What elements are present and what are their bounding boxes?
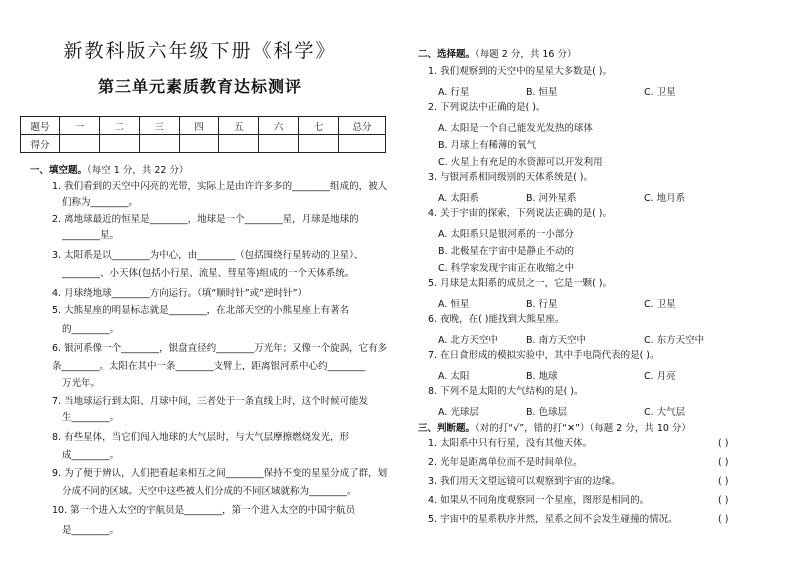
- score-cell[interactable]: [259, 135, 299, 153]
- section1-line: 们称为________。: [62, 197, 139, 208]
- section1-line: 万光年。: [62, 378, 101, 389]
- choice-option[interactable]: A. 恒星: [438, 299, 470, 310]
- section1-line: 8. 有些星体，当它们闯入地球的大气层时，与大气层摩擦燃烧发光，形: [52, 432, 350, 443]
- choice-question: 4. 关于宇宙的探索，下列说法正确的是( )。: [428, 208, 613, 219]
- answer-parentheses[interactable]: ( ): [718, 438, 729, 449]
- score-header-cell: 三: [139, 117, 179, 135]
- page-subtitle: 第三单元素质教育达标测评: [97, 77, 302, 96]
- choice-option[interactable]: B. 南方天空中: [526, 335, 587, 346]
- score-header-cell: 题号: [21, 117, 60, 135]
- score-table: [20, 116, 386, 153]
- choice-option[interactable]: B. 行星: [526, 299, 558, 310]
- choice-option[interactable]: B. 地球: [526, 371, 558, 382]
- score-table-header-row: [21, 117, 386, 135]
- section1-line: 4. 月球绕地球________方向运行。（填“顺时针”或“逆时针”）: [52, 288, 308, 299]
- score-table-score-row: [21, 135, 386, 153]
- choice-option[interactable]: C. 卫星: [644, 87, 676, 98]
- score-header-cell: 六: [259, 117, 299, 135]
- score-header-cell: 七: [299, 117, 339, 135]
- section1-line: 生________。: [62, 412, 120, 423]
- score-cell[interactable]: [99, 135, 139, 153]
- score-cell[interactable]: [299, 135, 339, 153]
- choice-question: 7. 在日食形成的模拟实验中，其中手电筒代表的是( )。: [428, 350, 660, 361]
- choice-option[interactable]: B. 恒星: [526, 87, 558, 98]
- true-false-question: 1. 太阳系中只有行星，没有其他天体。: [428, 438, 593, 449]
- choice-option[interactable]: C. 地月系: [644, 193, 686, 204]
- choice-option[interactable]: B. 河外星系: [526, 193, 577, 204]
- choice-question: 3. 与银河系相同级别的天体系统是( )。: [428, 172, 594, 183]
- choice-option[interactable]: A. 光球层: [438, 407, 479, 418]
- section1-line: 7. 当地球运行到太阳、月球中间，三者处于一条直线上时，这个时候可能发: [52, 396, 369, 407]
- score-cell[interactable]: [179, 135, 219, 153]
- section1-line: 的________。: [62, 324, 120, 335]
- choice-option[interactable]: A. 太阳: [438, 371, 470, 382]
- choice-question: 6. 夜晚，在( )能找到大熊星座。: [428, 314, 565, 325]
- page-title: 新教科版六年级下册《科学》: [63, 40, 337, 62]
- choice-option[interactable]: A. 太阳是一个自己能发光发热的球体: [438, 123, 593, 134]
- score-header-cell: 二: [99, 117, 139, 135]
- section3-heading: [418, 420, 691, 434]
- section2-title: 二、选择题。: [418, 49, 476, 60]
- choice-option[interactable]: B. 北极星在宇宙中是静止不动的: [438, 246, 575, 257]
- choice-option[interactable]: A. 北方天空中: [438, 335, 498, 346]
- choice-question: 5. 月球是太阳系的成员之一，它是一颗( )。: [428, 278, 613, 289]
- section1-line: 成________。: [62, 450, 120, 461]
- score-row-label: 得分: [21, 135, 60, 153]
- answer-parentheses[interactable]: ( ): [718, 514, 729, 525]
- section1-heading: [30, 162, 188, 176]
- section3-note: （对的打“√”，错的打“✕”）（每题 2 分，共 10 分）: [475, 423, 691, 434]
- section2-note: （每题 2 分，共 16 分）: [475, 49, 577, 60]
- section1-title: 一、填空题。: [30, 165, 88, 176]
- section1-line: ________星。: [62, 230, 120, 241]
- section2-heading: [418, 46, 576, 60]
- score-header-cell: 总分: [339, 117, 386, 135]
- section1-line: ________、小天体(包括小行星、流星、彗星等)组成的一个天体系统。: [62, 268, 355, 279]
- answer-parentheses[interactable]: ( ): [718, 476, 729, 487]
- section3-title: 三、判断题。: [418, 423, 476, 434]
- section1-line: 10. 第一个进入太空的宇航员是________，第一个进入太空的中国宇航员: [52, 505, 356, 516]
- choice-option[interactable]: C. 大气层: [644, 407, 686, 418]
- true-false-question: 4. 如果从不同角度观察同一个星座，图形是相同的。: [428, 495, 650, 506]
- choice-option[interactable]: A. 行星: [438, 87, 470, 98]
- score-cell[interactable]: [139, 135, 179, 153]
- section1-line: 5. 大熊星座的明显标志就是________，在北部天空的小熊星座上有著名: [52, 305, 350, 316]
- choice-option[interactable]: B. 色球层: [526, 407, 568, 418]
- true-false-question: 2. 光年是距离单位而不是时间单位。: [428, 457, 583, 468]
- choice-question: 2. 下列说法中正确的是( )。: [428, 102, 546, 113]
- score-header-cell: 四: [179, 117, 219, 135]
- answer-parentheses[interactable]: ( ): [718, 457, 729, 468]
- choice-option[interactable]: C. 东方天空中: [644, 335, 705, 346]
- section1-line: 2. 离地球最近的恒星是________，地球是一个________星，月球是地球的: [52, 214, 359, 225]
- answer-parentheses[interactable]: ( ): [718, 495, 729, 506]
- score-header-cell: 一: [60, 117, 100, 135]
- section1-line: 6. 银河系像一个________，银盘直径约________万光年；又像一个旋涡，它有多: [52, 343, 388, 354]
- choice-option[interactable]: B. 月球上有稀薄的氧气: [438, 140, 537, 151]
- choice-option[interactable]: C. 卫星: [644, 299, 676, 310]
- choice-option[interactable]: C. 火星上有充足的水资源可以开发利用: [438, 157, 603, 168]
- section1-line: 是________。: [62, 525, 120, 536]
- choice-question: 8. 下列不是太阳的大气结构的是( )。: [428, 386, 584, 397]
- section1-line: 条________。太阳在其中一条________支臂上，距离银河系中心约________: [52, 361, 366, 372]
- true-false-question: 5. 宇宙中的星系秩序井然，星系之间不会发生碰撞的情况。: [428, 514, 678, 525]
- score-cell[interactable]: [60, 135, 100, 153]
- choice-option[interactable]: A. 太阳系只是银河系的一小部分: [438, 229, 574, 240]
- section1-note: （每空 1 分，共 22 分）: [87, 165, 189, 176]
- score-cell[interactable]: [219, 135, 259, 153]
- section1-line: 1. 我们看到的天空中闪亮的光带，实际上是由许许多多的________组成的，被人: [52, 181, 388, 192]
- choice-question: 1. 我们观察到的天空中的星星大多数是( )。: [428, 66, 613, 77]
- section1-line: 分成不同的区域。天空中这些被人们分成的不同区域就称为________。: [62, 486, 357, 497]
- true-false-question: 3. 我们用天文望远镜可以观察到宇宙的边缘。: [428, 476, 621, 487]
- score-cell[interactable]: [339, 135, 386, 153]
- choice-option[interactable]: A. 太阳系: [438, 193, 479, 204]
- choice-option[interactable]: C. 月亮: [644, 371, 676, 382]
- choice-option[interactable]: C. 科学家发现宇宙正在收缩之中: [438, 263, 575, 274]
- section1-line: 9. 为了便于辨认，人们把看起来相互之间________保持不变的星星分成了群，划: [52, 468, 388, 479]
- score-header-cell: 五: [219, 117, 259, 135]
- section1-line: 3. 太阳系是以________为中心，由________（包括围绕行星转动的卫星）、: [52, 250, 364, 261]
